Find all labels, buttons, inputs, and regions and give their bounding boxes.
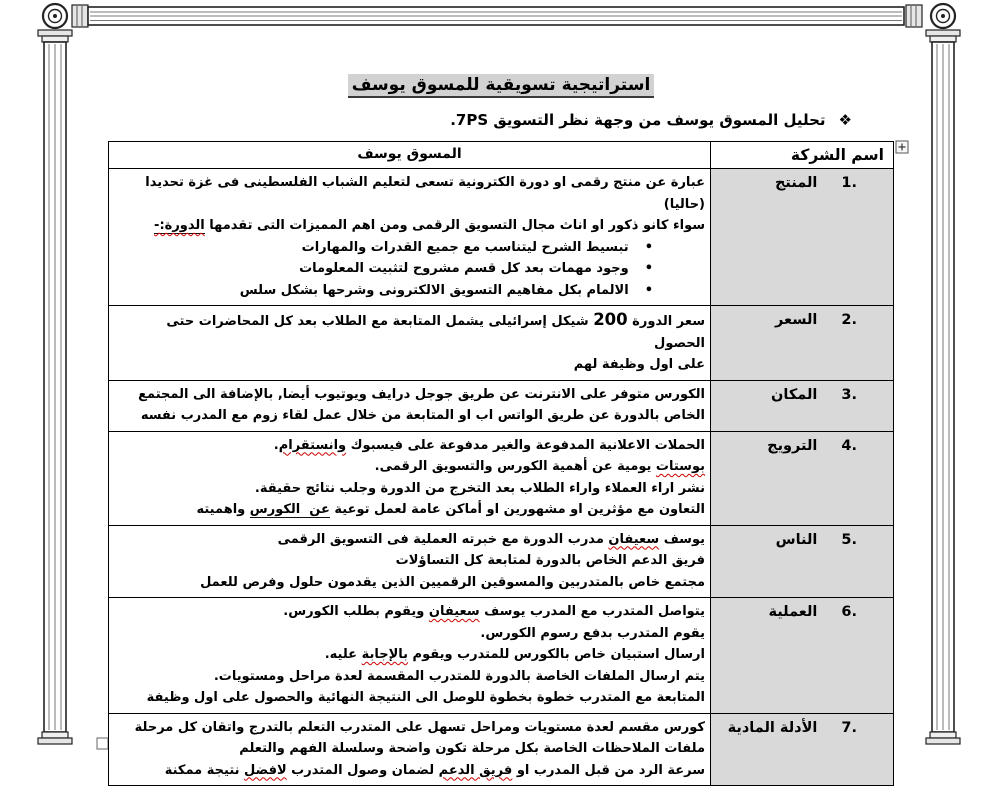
table-row: [109, 713, 894, 786]
row-number: 6.: [841, 604, 857, 620]
row-content-cell[interactable]: [109, 525, 711, 598]
content-line: يتواصل المتدرب مع المدرب يوسف سعيفان ويقوم بطلب الكورس.: [283, 604, 705, 619]
row-number: 5.: [841, 531, 857, 548]
content-line: ارسال استبيان خاص بالكورس للمتدرب ويقوم بالإجابة عليه.: [324, 647, 705, 662]
row-number: 3.: [841, 386, 857, 403]
subtitle-line[interactable]: [108, 111, 894, 129]
content-line: نشر اراء العملاء واراء الطلاب بعد التخرج من الدورة وجلب نتائج حقيقة.: [254, 480, 705, 496]
subtitle-text: تحليل المسوق يوسف من وجهة نظر التسويق 7PS.: [450, 111, 826, 129]
table-row: [109, 380, 894, 431]
content-line: سعر الدورة 200 شيكل إسرائيلى يشمل المتابعة مع الطلاب بعد كل المحاضرات حتى الحصول: [161, 310, 705, 351]
row-number: 7.: [841, 719, 857, 736]
row-label: العملية: [768, 604, 818, 620]
row-content-cell[interactable]: [109, 306, 711, 381]
bullet-item: [114, 237, 705, 259]
content-line: سرعة الرد من قبل المدرب او فريق الدعم لضمان وصول المتدرب لافضل نتيجة ممكنة: [164, 762, 705, 778]
row-number: 1.: [841, 175, 857, 191]
row-label: المكان: [771, 386, 818, 403]
table-row: [109, 169, 894, 306]
bullet-item: [114, 280, 705, 302]
document-content: [108, 0, 894, 786]
diamond-bullet-icon: ❖: [838, 111, 852, 129]
analysis-table: [108, 141, 894, 786]
content-line: التعاون مع مؤثرين او مشهورين او أماكن عامة لعمل توعية عن الكورس واهميته: [196, 502, 705, 517]
content-line: يتم ارسال الملفات الخاصة بالدورة للمتدرب المقسمة لعدة مراحل ومستويات.: [213, 668, 705, 684]
content-line: الكورس متوفر على الانترنت عن طريق جوجل درايف ويوتيوب أيضا, بالإضافة الى المجتمع: [138, 386, 705, 402]
bottom-anchor-mark: [97, 738, 108, 749]
header-company-name-cell[interactable]: اسم الشركة: [711, 142, 894, 169]
row-label-cell[interactable]: [711, 525, 894, 598]
content-line: يقوم المتدرب بدفع رسوم الكورس.: [480, 625, 705, 641]
bullet-text: الالمام بكل مفاهيم التسويق الالكترونى وشرحها بشكل سلس: [239, 282, 629, 298]
content-line: يوسف سعيفان مدرب الدورة مع خبرته العملية فى التسويق الرقمى: [277, 531, 705, 547]
row-content-cell[interactable]: [109, 380, 711, 431]
row-label-cell[interactable]: [711, 380, 894, 431]
bullet-item: [114, 258, 705, 280]
table-row: [109, 525, 894, 598]
row-label-cell[interactable]: [711, 713, 894, 786]
content-line: بوستات يومية عن أهمية الكورس والتسويق الرقمى.: [374, 459, 705, 474]
row-content-cell[interactable]: [109, 169, 711, 306]
table-row: [109, 598, 894, 714]
row-label: الناس: [775, 531, 818, 548]
row-label-cell[interactable]: [711, 598, 894, 714]
content-line: عبارة عن منتج رقمى او دورة الكترونية تسعى لتعليم الشباب الفلسطينى فى غزة تحديدا (حاليا): [140, 175, 705, 212]
title-row: [108, 74, 894, 98]
table-resize-handle-icon[interactable]: [895, 139, 909, 153]
row-content-cell[interactable]: [109, 598, 711, 714]
page-title[interactable]: استراتيجية تسويقية للمسوق يوسف: [348, 74, 655, 98]
content-line: المتابعة مع المتدرب خطوة بخطوة للوصل الى النتيجة النهائية والحصول على اول وظيفة: [146, 690, 705, 705]
row-number: 2.: [841, 312, 857, 328]
row-label: الأدلة المادية: [727, 719, 818, 736]
right-border-column: [926, 30, 960, 744]
table-header-row: [109, 142, 894, 169]
header-marketer-cell[interactable]: المسوق يوسف: [109, 142, 711, 169]
content-line: الحملات الاعلانية المدفوعة والغير مدفوعة على فيسبوك وانستقرام.: [273, 437, 705, 453]
row-label: المنتج: [774, 175, 818, 191]
row-number: 4.: [841, 437, 857, 454]
content-line: على اول وظيفة لهم: [573, 357, 705, 372]
row-label-cell[interactable]: [711, 169, 894, 306]
left-border-column: [38, 30, 72, 744]
corner-ornament-left: [43, 4, 67, 28]
bullet-text: تبسيط الشرح ليتناسب مع جميع القدرات والمهارات: [301, 239, 629, 255]
table-row: [109, 306, 894, 381]
bullet-icon: •: [644, 239, 653, 255]
row-label-cell[interactable]: [711, 306, 894, 381]
row-label: الترويج: [767, 437, 818, 454]
row-content-cell[interactable]: [109, 713, 711, 786]
table-body: [109, 169, 894, 786]
row-label-cell[interactable]: [711, 431, 894, 525]
row-content-cell[interactable]: [109, 431, 711, 525]
bullet-text: وجود مهمات بعد كل قسم مشروح لتثبيت المعلومات: [299, 261, 629, 276]
bullet-icon: •: [644, 282, 653, 298]
content-line: الخاص بالدورة عن طريق الواتس اب او المتابعة من خلال عمل لقاء زوم مع المدرب نفسه: [140, 408, 705, 423]
corner-ornament-right: [931, 4, 955, 28]
table-row: [109, 431, 894, 525]
row-label: السعر: [775, 312, 818, 328]
content-line: ملفات الملاحظات الخاصة بكل مرحلة تكون واضحة وسلسلة الفهم والتعلم: [239, 741, 705, 756]
content-line: فريق الدعم الخاص بالدورة لمتابعة كل التساؤلات: [395, 553, 705, 568]
bullet-icon: •: [644, 261, 653, 276]
content-line: مجتمع خاص بالمتدربين والمسوقين الرقميين الذين يقدمون حلول وفرص للعمل: [200, 574, 705, 590]
content-line: كورس مقسم لعدة مستويات ومراحل تسهل على المتدرب التعلم بالتدرج واتقان كل مرحلة: [134, 719, 705, 735]
content-line: سواء كانو ذكور او اناث مجال التسويق الرقمى ومن اهم المميزات التى تقدمها الدورة:-: [154, 218, 705, 233]
